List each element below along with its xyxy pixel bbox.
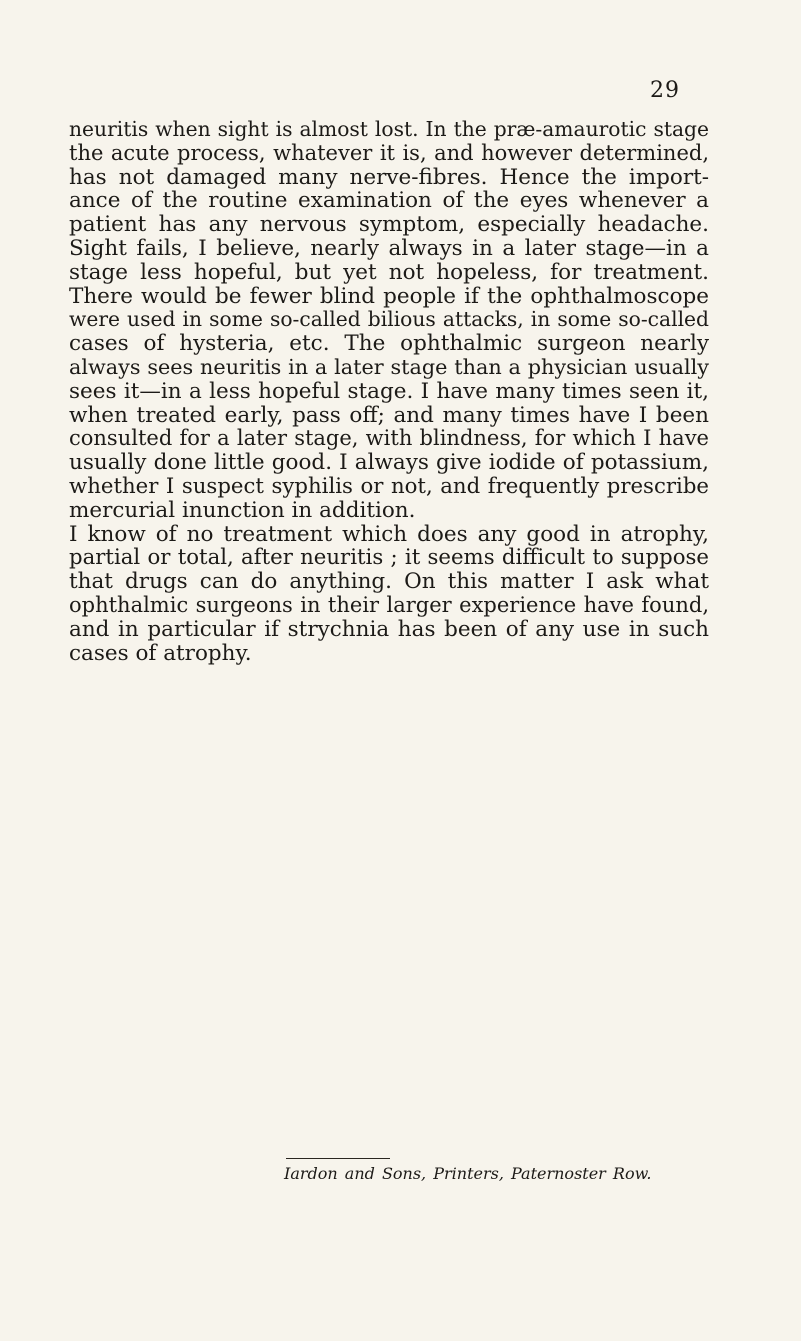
text-line: sees it—in a less hopeful stage. I have many times seen it, <box>69 378 709 404</box>
page-number: 29 <box>650 78 680 103</box>
text-line: were used in some so-called bilious attacks, in some so-called <box>69 307 709 332</box>
body-text <box>69 118 709 665</box>
text-line: patient has any nervous symptom, especially headache. <box>69 212 709 238</box>
text-line: has not damaged many nerve-fibres. Hence the import- <box>69 164 709 190</box>
text-line: whether I suspect syphilis or not, and frequently prescribe <box>69 473 709 499</box>
printer-imprint: Iardon and Sons, Printers, Paternoster Row. <box>284 1164 652 1183</box>
text-line: I know of no treatment which does any good in atrophy, <box>69 521 709 547</box>
text-line: that drugs can do anything. On this matter I ask what <box>69 569 709 595</box>
text-line: There would be fewer blind people if the ophthalmoscope <box>69 283 709 309</box>
imprint-rule <box>286 1158 390 1159</box>
text-line: stage less hopeful, but yet not hopeless, for treatment. <box>69 259 709 285</box>
text-line: Sight fails, I believe, nearly always in a later stage—in a <box>69 235 709 261</box>
text-line: the acute process, whatever it is, and however determined, <box>69 140 709 165</box>
text-line: cases of atrophy. <box>69 640 252 666</box>
text-line: ance of the routine examination of the eyes whenever a <box>69 188 709 214</box>
paragraph-1 <box>69 118 709 523</box>
text-line: ophthalmic surgeons in their larger experience have found, <box>69 592 709 617</box>
text-line: when treated early, pass off; and many times have I been <box>69 402 709 428</box>
paragraph-2 <box>69 523 709 666</box>
text-line: neuritis when sight is almost lost. In the præ-amaurotic stage <box>69 117 709 141</box>
text-line: and in particular if strychnia has been of any use in such <box>69 616 709 642</box>
text-line: always sees neuritis in a later stage than a physician usually <box>69 354 709 379</box>
text-line: consulted for a later stage, with blindness, for which I have <box>69 426 709 451</box>
text-line: mercurial inunction in addition. <box>69 497 416 523</box>
text-line: partial or total, after neuritis ; it seems difficult to suppose <box>69 545 709 571</box>
text-line: usually done little good. I always give iodide of potassium, <box>69 450 709 476</box>
text-line: cases of hysteria, etc. The ophthalmic surgeon nearly <box>69 331 709 357</box>
